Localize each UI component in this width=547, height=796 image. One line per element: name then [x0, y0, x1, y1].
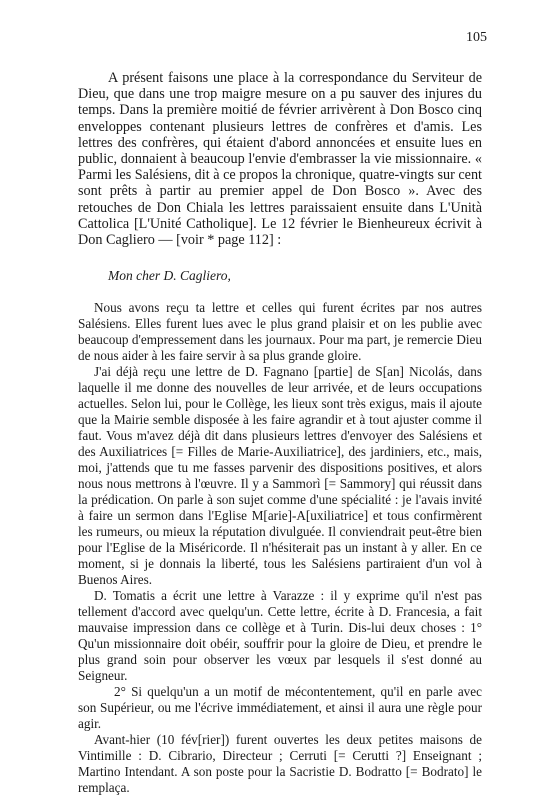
letter-paragraph: 2° Si quelqu'un a un motif de mécontentement, qu'il en parle avec son Supérieur, ou me l'écrive immédiatement, et ainsi il aura une règle pour agir. [78, 684, 482, 732]
letter-paragraph: Avant-hier (10 fév[rier]) furent ouvertes les deux petites maisons de Vintimille : D. Cibrario, Directeur ; Cerruti [= Cerutti ?] Enseignant ; Martino Intendant. A son poste pour la Sacristie D. Bodratto [= Bodrato] le remplaça. [78, 732, 482, 796]
letter-body [78, 300, 482, 796]
intro-paragraph: A présent faisons une place à la correspondance du Serviteur de Dieu, que dans une trop maigre mesure on a pu sauver des injures du temps. Dans la première moitié de février arrivèrent à Don Bosco cinq enveloppes contenant plusieurs lettres de confrères et d'amis. Les lettres des confrères, qui étaient d'abord annoncées et ensuite lues en public, donnaient à beaucoup l'envie d'embrasser la vie missionnaire. « Parmi les Salésiens, dit à ce propos la chronique, quatre-vingts sur cent sont prêts à partir au premier appel de Don Bosco ». Avec des retouches de Don Chiala les lettres paraissaient ensuite dans L'Unità Cattolica [L'Unité Catholique]. Le 12 février le Bienheureux écrivit à Don Cagliero — [voir * page 112] : [78, 70, 482, 249]
letter-paragraph: D. Tomatis a écrit une lettre à Varazze : il y exprime qu'il n'est pas tellement d'accord avec quelqu'un. Cette lettre, écrite à D. Francesia, a fait mauvaise impression dans ce collège et à Turin. Dis-lui deux choses : 1° Qu'un missionnaire doit obéir, souffrir pour la gloire de Dieu, et prendre le plus grand soin pour observer les vœux par lesquels il s'est donné au Seigneur. [78, 588, 482, 684]
letter-paragraph: J'ai déjà reçu une lettre de D. Fagnano [partie] de S[an] Nicolás, dans laquelle il me donne des nouvelles de leur arrivée, et de leurs occupations actuelles. Selon lui, pour le Collège, les lieux sont très exigus, mais il ajoute que la Mairie semble disposée à les faire agrandir et à tout ajuster comme il faut. Vous m'avez déjà dit dans plusieurs lettres d'envoyer des Salésiens et des Auxiliatrices [= Filles de Marie-Auxiliatrice], des jardiniers, etc., mais, moi, j'attends que tu me fasses parvenir des dispositions positives, et alors nous nous mettrons à l'œuvre. Il y a Sammorì [= Sammory] qui réussit dans la prédication. On parle à son sujet comme d'une spécialité : je l'avais invité à faire un sermon dans l'Eglise M[arie]-A[uxiliatrice] et tous confirmèrent les rumeurs, ou mieux la réputation divulguée. Il conviendrait peut-être bien pour l'Eglise de la Miséricorde. Il n'hésiterait pas un instant à y aller. En ce moment, si je donnais la liberté, tous les Salésiens partiraient d'un vol à Buenos Aires. [78, 364, 482, 588]
page-number: 105 [466, 30, 487, 45]
letter-salutation: Mon cher D. Cagliero, [108, 268, 231, 284]
page-body [78, 70, 482, 796]
letter-paragraph: Nous avons reçu ta lettre et celles qui furent écrites par nos autres Salésiens. Elles furent lues avec le plus grand plaisir et on les publie avec beaucoup d'empressement dans les journaux. Pour ma part, je remercie Dieu de nous aider à les faire servir à sa plus grande gloire. [78, 300, 482, 364]
